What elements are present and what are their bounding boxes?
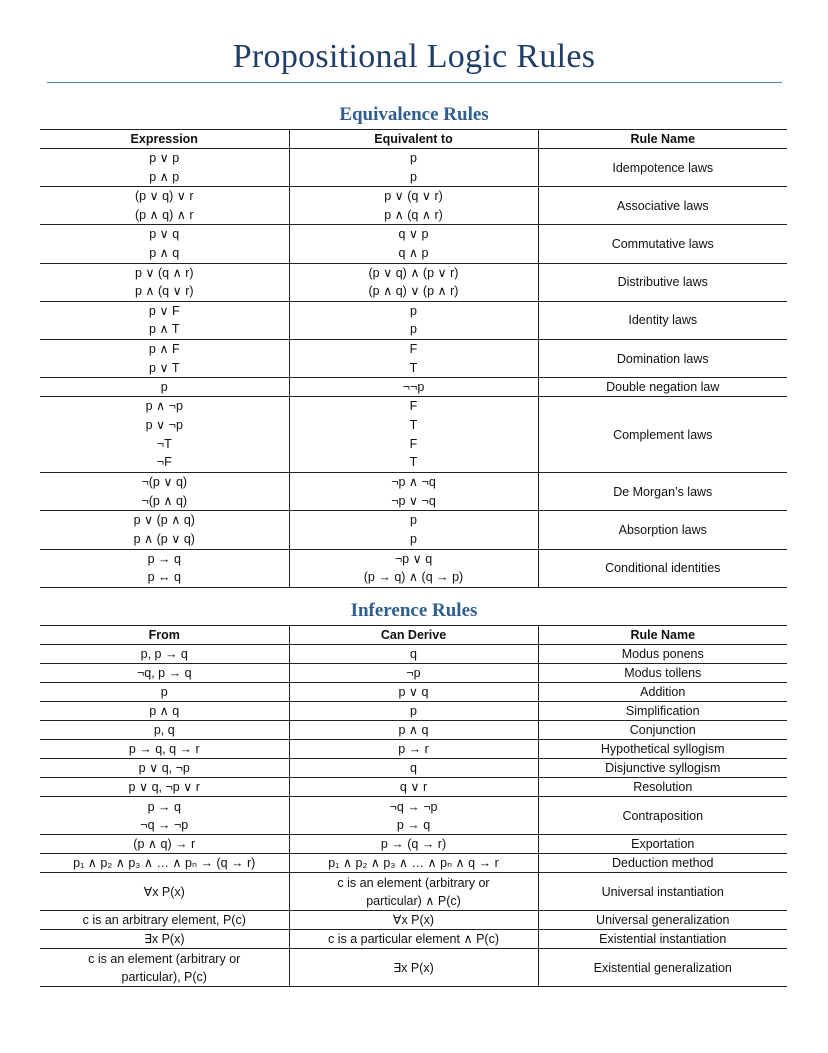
table-row (40, 930, 787, 949)
cell-line: p ∨ F (148, 303, 180, 318)
table-row (40, 263, 787, 301)
equivalent-cell (289, 225, 538, 263)
table-row (40, 149, 787, 187)
cell-line: particular), P(c) (121, 969, 207, 984)
cell-line: F (409, 399, 418, 414)
rule-name-cell: Commutative laws (538, 225, 787, 263)
cell-line: ¬p ∨ ¬q (391, 493, 436, 508)
cell-line: (p ∧ q) ∨ (p ∧ r) (368, 284, 459, 299)
cell-line: q ∨ p (398, 227, 429, 242)
rule-name-cell: Associative laws (538, 187, 787, 225)
derive-cell: p ∨ q (289, 683, 538, 702)
column-header: Rule Name (538, 626, 787, 645)
from-cell: ∃x P(x) (40, 930, 289, 949)
table-row (40, 949, 787, 987)
cell-line: p (410, 169, 417, 184)
equivalence-heading: Equivalence Rules (339, 104, 489, 125)
from-cell: p ∧ q (40, 702, 289, 721)
equivalent-cell (289, 301, 538, 339)
table-row (40, 721, 787, 740)
equivalent-cell (289, 549, 538, 587)
table-row (40, 683, 787, 702)
derive-cell: q ∨ r (289, 778, 538, 797)
derive-cell: ∀x P(x) (289, 911, 538, 930)
cell-line: p ∧ p (149, 169, 180, 184)
cell-line: p ∨ p (149, 151, 180, 165)
derive-cell: ¬p (289, 664, 538, 683)
from-cell: c is an arbitrary element, P(c) (40, 911, 289, 930)
from-cell: p ∨ q, ¬p (40, 759, 289, 778)
derive-cell: p → (q → r) (289, 835, 538, 854)
rule-name-cell: Deduction method (538, 854, 787, 873)
expression-cell (40, 263, 289, 301)
table-row (40, 702, 787, 721)
equivalent-cell (289, 339, 538, 377)
derive-cell: c is a particular element ∧ P(c) (289, 930, 538, 949)
from-cell (40, 949, 289, 987)
equivalent-cell (289, 397, 538, 473)
derive-cell: q (289, 645, 538, 664)
derive-cell: p → r (289, 740, 538, 759)
rule-name-cell: Existential generalization (538, 949, 787, 987)
from-cell: p₁ ∧ p₂ ∧ p₃ ∧ … ∧ pₙ → (q → r) (40, 854, 289, 873)
cell-line: p ∧ (q ∧ r) (384, 207, 443, 222)
cell-line: ¬(p ∧ q) (141, 493, 188, 508)
derive-cell: p₁ ∧ p₂ ∧ p₃ ∧ … ∧ pₙ ∧ q → r (289, 854, 538, 873)
rule-name-cell: Universal instantiation (538, 873, 787, 911)
table-row (40, 664, 787, 683)
cell-line: ¬p ∨ q (394, 551, 433, 566)
rule-name-cell: Identity laws (538, 301, 787, 339)
rule-name-cell: Disjunctive syllogism (538, 759, 787, 778)
cell-line: p ↔ q (147, 570, 181, 585)
cell-line: p ∧ q (149, 245, 180, 260)
cell-line: ¬T (156, 436, 172, 451)
table-row (40, 645, 787, 664)
cell-line: q ∧ p (398, 245, 429, 260)
table-row (40, 778, 787, 797)
table-row (40, 549, 787, 587)
expression-cell: p (40, 378, 289, 397)
cell-line: T (409, 360, 418, 375)
inference-table (40, 625, 787, 987)
table-header-row (40, 130, 787, 149)
cell-line: p ∧ (q ∨ r) (134, 284, 194, 299)
cell-line: p → q (396, 817, 431, 832)
cell-line: p (410, 303, 417, 318)
table-row (40, 225, 787, 263)
cell-line: (p ∨ q) ∨ r (134, 189, 194, 204)
cell-line: p ∧ (p ∨ q) (133, 531, 195, 546)
rule-name-cell: Idempotence laws (538, 149, 787, 187)
inference-heading: Inference Rules (350, 600, 478, 621)
equivalence-table (40, 129, 787, 588)
cell-line: p ∨ ¬p (145, 418, 183, 433)
table-row (40, 911, 787, 930)
expression-cell (40, 397, 289, 473)
cell-line: p (410, 322, 417, 337)
expression-cell (40, 149, 289, 187)
table-row (40, 740, 787, 759)
from-cell: ∀x P(x) (40, 873, 289, 911)
rule-name-cell: Domination laws (538, 339, 787, 377)
cell-line: p ∨ (p ∧ q) (133, 513, 195, 528)
rule-name-cell: Existential instantiation (538, 930, 787, 949)
column-header: From (40, 626, 289, 645)
cell-line: (p → q) ∧ (q → p) (363, 570, 464, 585)
cell-line: F (409, 341, 418, 356)
derive-cell: p (289, 702, 538, 721)
cell-line: p ∨ (q ∨ r) (384, 189, 443, 204)
column-header: Can Derive (289, 626, 538, 645)
rule-name-cell: Universal generalization (538, 911, 787, 930)
column-header: Equivalent to (289, 130, 538, 149)
cell-line: (p ∧ q) ∧ r (134, 207, 194, 222)
equivalent-cell (289, 187, 538, 225)
rule-name-cell: Exportation (538, 835, 787, 854)
rule-name-cell: Contraposition (538, 797, 787, 835)
cell-line: T (409, 455, 418, 470)
derive-cell: ∃x P(x) (289, 949, 538, 987)
cell-line: ¬(p ∨ q) (141, 475, 188, 490)
title-underline (47, 82, 782, 83)
cell-line: p (410, 531, 417, 546)
table-row (40, 187, 787, 225)
expression-cell (40, 301, 289, 339)
equivalent-cell (289, 149, 538, 187)
table-row (40, 339, 787, 377)
expression-cell (40, 187, 289, 225)
from-cell: ¬q, p → q (40, 664, 289, 683)
rule-name-cell: Complement laws (538, 397, 787, 473)
rule-name-cell: Conjunction (538, 721, 787, 740)
page-title: Propositional Logic Rules (232, 38, 596, 75)
cell-line: (p ∨ q) ∧ (p ∨ r) (368, 265, 459, 280)
cell-line: ¬q → ¬p (389, 799, 438, 814)
from-cell: p (40, 683, 289, 702)
table-row (40, 873, 787, 911)
cell-line: p (410, 513, 417, 528)
from-cell: p ∨ q, ¬p ∨ r (40, 778, 289, 797)
expression-cell (40, 339, 289, 377)
cell-line: p ∧ ¬p (145, 399, 183, 414)
column-header: Expression (40, 130, 289, 149)
expression-cell (40, 549, 289, 587)
derive-cell (289, 873, 538, 911)
cell-line: p ∨ q (149, 227, 180, 242)
cell-line: p ∧ F (148, 341, 180, 356)
derive-cell: q (289, 759, 538, 778)
expression-cell (40, 511, 289, 549)
cell-line: F (409, 436, 418, 451)
rule-name-cell: Distributive laws (538, 263, 787, 301)
rule-name-cell: Resolution (538, 778, 787, 797)
cell-line: p ∨ T (149, 360, 180, 375)
equivalent-cell (289, 511, 538, 549)
from-cell: p → q, q → r (40, 740, 289, 759)
cell-line: ¬q → ¬p (140, 817, 189, 832)
equivalent-cell (289, 263, 538, 301)
rule-name-cell: De Morgan’s laws (538, 473, 787, 511)
rule-name-cell: Hypothetical syllogism (538, 740, 787, 759)
column-header: Rule Name (538, 130, 787, 149)
table-row (40, 511, 787, 549)
derive-cell (289, 797, 538, 835)
rule-name-cell: Absorption laws (538, 511, 787, 549)
cell-line: ¬F (156, 455, 172, 470)
from-cell: p, q (40, 721, 289, 740)
cell-line: particular) ∧ P(c) (366, 893, 461, 908)
rule-name-cell: Addition (538, 683, 787, 702)
from-cell: (p ∧ q) → r (40, 835, 289, 854)
expression-cell (40, 473, 289, 511)
rule-name-cell: Modus ponens (538, 645, 787, 664)
from-cell (40, 797, 289, 835)
table-row (40, 378, 787, 397)
expression-cell (40, 225, 289, 263)
cell-line: p ∧ T (149, 322, 180, 337)
table-row (40, 854, 787, 873)
cell-line: c is an element (arbitrary or (337, 875, 490, 890)
cell-line: p → q (147, 551, 181, 566)
table-row (40, 397, 787, 473)
equivalent-cell (289, 473, 538, 511)
table-row (40, 473, 787, 511)
table-row (40, 835, 787, 854)
derive-cell: p ∧ q (289, 721, 538, 740)
cell-line: T (409, 418, 418, 433)
rule-name-cell: Conditional identities (538, 549, 787, 587)
table-row (40, 759, 787, 778)
rule-name-cell: Simplification (538, 702, 787, 721)
cell-line: p ∨ (q ∧ r) (134, 265, 194, 280)
table-row (40, 301, 787, 339)
rule-name-cell: Double negation law (538, 378, 787, 397)
rule-name-cell: Modus tollens (538, 664, 787, 683)
table-header-row (40, 626, 787, 645)
cell-line: p → q (147, 799, 181, 814)
cell-line: c is an element (arbitrary or (88, 951, 241, 966)
from-cell: p, p → q (40, 645, 289, 664)
cell-line: ¬p ∧ ¬q (391, 475, 436, 490)
equivalent-cell: ¬¬p (289, 378, 538, 397)
cell-line: p (410, 151, 417, 165)
table-row (40, 797, 787, 835)
